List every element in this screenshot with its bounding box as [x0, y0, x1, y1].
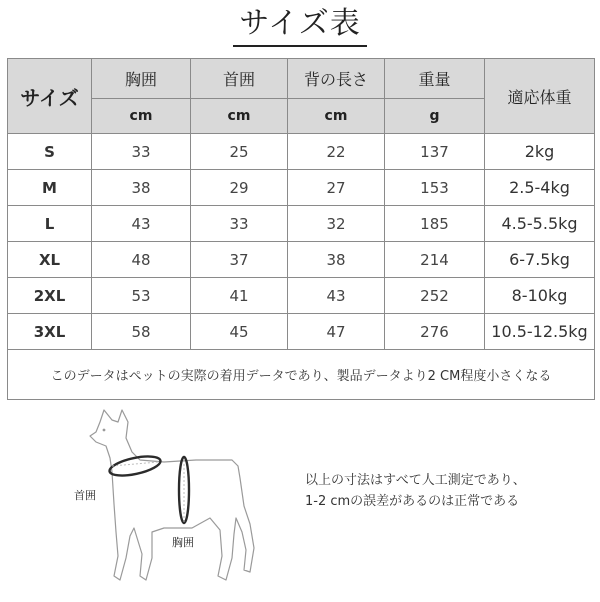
chest-cell: 43	[92, 206, 191, 242]
dog-measurement-diagram	[60, 408, 260, 598]
page-title	[0, 4, 600, 47]
size-cell: 3XL	[8, 314, 92, 350]
table-row	[8, 278, 595, 314]
chest-label: 胸囲	[172, 536, 194, 549]
back-cell: 27	[288, 170, 385, 206]
chest-cell: 48	[92, 242, 191, 278]
chest-cell: 58	[92, 314, 191, 350]
weight-cell: 276	[385, 314, 485, 350]
table-note: このデータはペットの実際の着用データであり、製品データより2 CM程度小さくなる	[8, 350, 595, 400]
header-weight: 重量	[385, 59, 485, 99]
size-table	[7, 58, 595, 400]
fit-cell: 8-10kg	[485, 278, 595, 314]
neck-cell: 37	[191, 242, 288, 278]
header-back-length: 背の長さ	[288, 59, 385, 99]
neck-cell: 29	[191, 170, 288, 206]
dog-body-outline	[90, 410, 254, 580]
fit-cell: 2kg	[485, 134, 595, 170]
chest-cell: 33	[92, 134, 191, 170]
back-cell: 38	[288, 242, 385, 278]
measurement-note-line1: 以上の寸法はすべて人工測定であり、	[305, 473, 526, 488]
back-cell: 47	[288, 314, 385, 350]
table-row	[8, 314, 595, 350]
size-cell: S	[8, 134, 92, 170]
header-neck: 首囲	[191, 59, 288, 99]
fit-cell: 6-7.5kg	[485, 242, 595, 278]
table-row	[8, 134, 595, 170]
title-text: サイズ表	[233, 4, 367, 47]
size-cell: L	[8, 206, 92, 242]
unit-back-length: cm	[288, 99, 385, 134]
size-cell: XL	[8, 242, 92, 278]
unit-neck: cm	[191, 99, 288, 134]
header-size: サイズ	[8, 59, 92, 134]
fit-cell: 10.5-12.5kg	[485, 314, 595, 350]
weight-cell: 252	[385, 278, 485, 314]
weight-cell: 137	[385, 134, 485, 170]
neck-cell: 45	[191, 314, 288, 350]
dog-eye	[103, 429, 106, 432]
fit-cell: 4.5-5.5kg	[485, 206, 595, 242]
neck-cell: 41	[191, 278, 288, 314]
dog-illustration	[60, 408, 260, 598]
chest-cell: 53	[92, 278, 191, 314]
table-row	[8, 170, 595, 206]
weight-cell: 214	[385, 242, 485, 278]
measurement-note	[305, 470, 595, 512]
neck-label: 首囲	[74, 489, 96, 502]
weight-cell: 153	[385, 170, 485, 206]
header-chest: 胸囲	[92, 59, 191, 99]
unit-chest: cm	[92, 99, 191, 134]
weight-cell: 185	[385, 206, 485, 242]
size-cell: 2XL	[8, 278, 92, 314]
size-cell: M	[8, 170, 92, 206]
unit-weight: g	[385, 99, 485, 134]
fit-cell: 2.5-4kg	[485, 170, 595, 206]
back-cell: 22	[288, 134, 385, 170]
chest-cell: 38	[92, 170, 191, 206]
table-row	[8, 242, 595, 278]
back-cell: 43	[288, 278, 385, 314]
neck-cell: 25	[191, 134, 288, 170]
neck-cell: 33	[191, 206, 288, 242]
back-cell: 32	[288, 206, 385, 242]
table-row	[8, 206, 595, 242]
measurement-note-line2: 1-2 cmの誤差があるのは正常である	[305, 494, 520, 509]
header-fit-weight: 適応体重	[485, 59, 595, 134]
